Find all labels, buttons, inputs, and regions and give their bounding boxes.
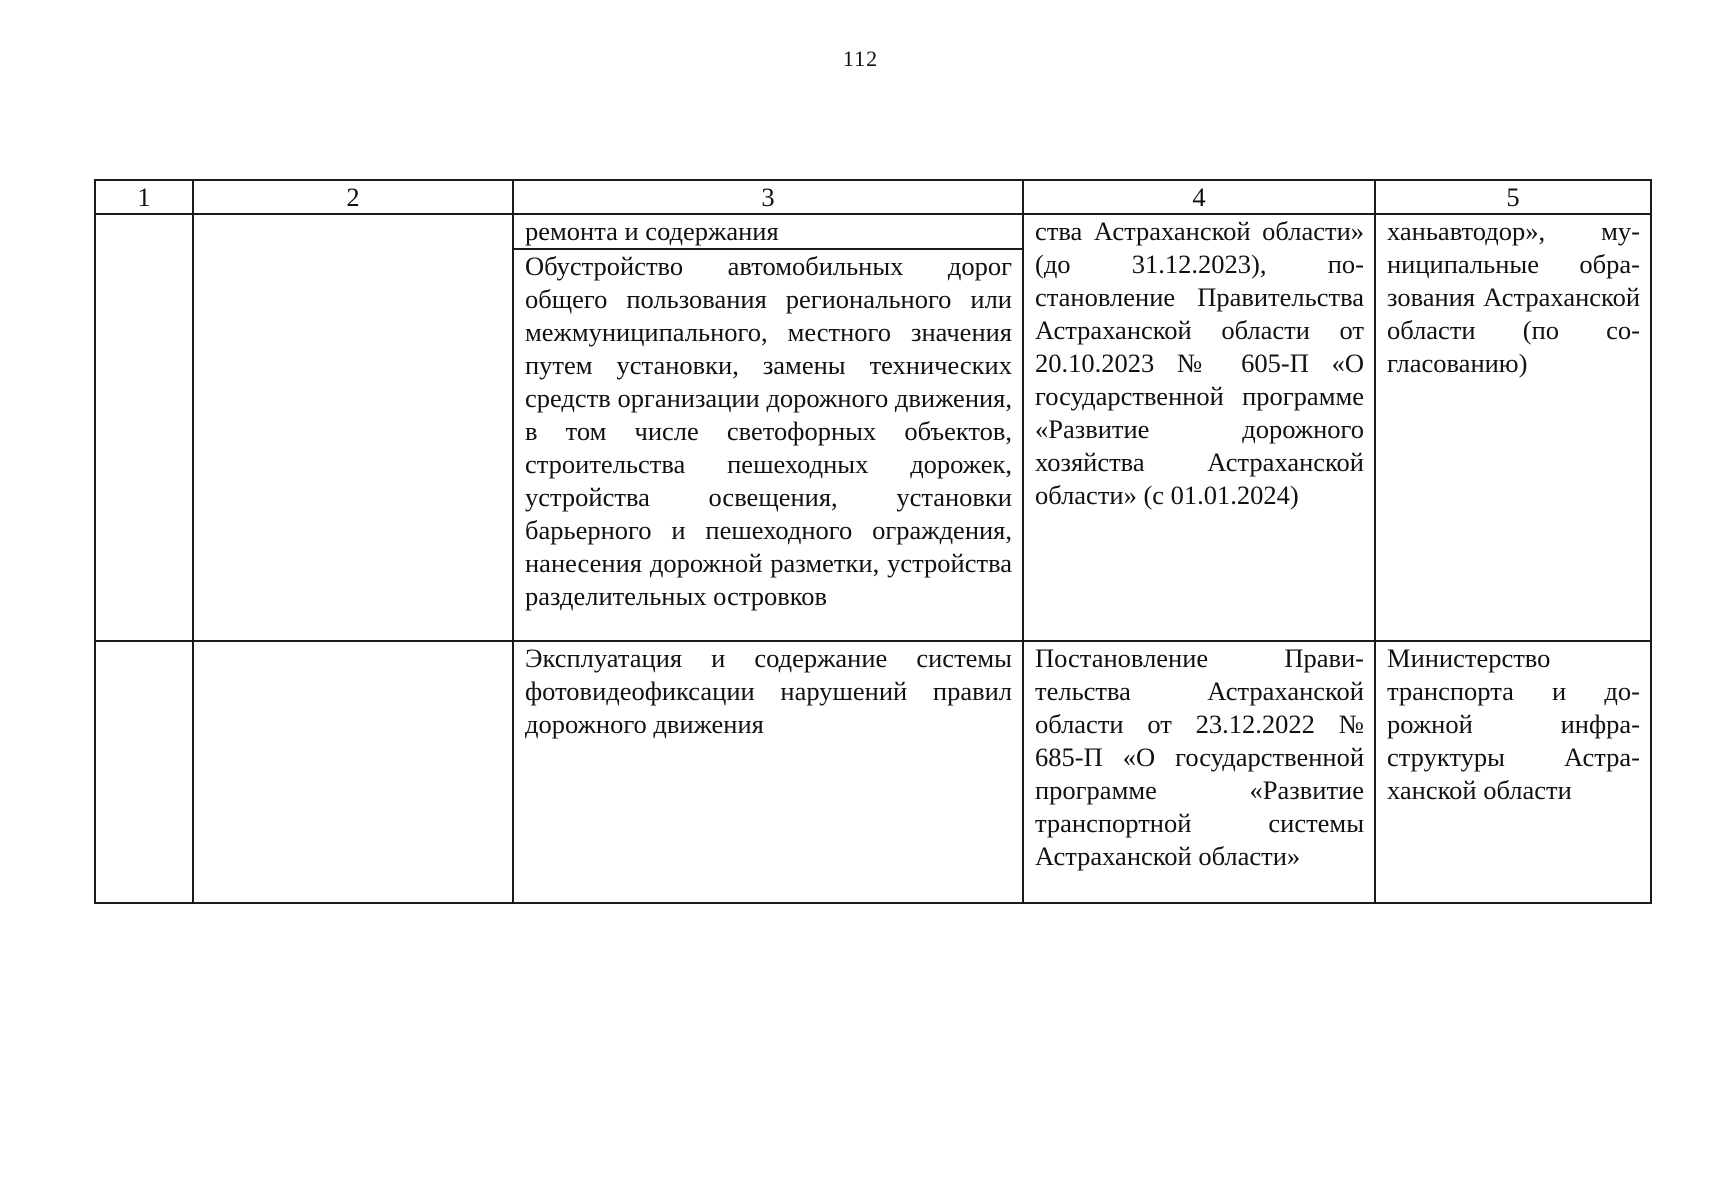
row2-col5-text: Министерство транспорта и дорожной инфраструктуры Астраханской области	[1387, 643, 1640, 805]
row2-col2-cell	[193, 641, 513, 903]
row1-col2-cell	[193, 214, 513, 641]
row1-col1-cell	[95, 214, 193, 641]
table-row	[95, 214, 1651, 641]
table-row	[95, 641, 1651, 903]
row2-col5-cell	[1375, 641, 1651, 903]
row1-col4-cell	[1023, 214, 1375, 641]
header-cell-3: 3	[513, 180, 1023, 214]
header-cell-2: 2	[193, 180, 513, 214]
row2-col1-cell	[95, 641, 193, 903]
row2-col4-text: Постановление Правительства Астраханской области от 23.12.2022 № 685-П «О государственной программе «Развитие транспортной системы Астраханской области»	[1035, 643, 1364, 871]
document-table	[94, 179, 1652, 904]
table-header-row	[95, 180, 1651, 214]
row2-col3-text: Эксплуатация и содержание системы фотовидеофиксации нарушений правил дорожного движения	[525, 643, 1012, 739]
header-cell-4: 4	[1023, 180, 1375, 214]
page-number: 112	[842, 46, 879, 71]
row1-col4-text: ства Астраханской области» (до 31.12.2023), постановление Правительства Астраханской области от 20.10.2023 № 605-П «О государственной программе «Развитие дорожного хозяйства Астраханской области» (с 01.01.2024)	[1035, 216, 1364, 510]
header-cell-5: 5	[1375, 180, 1651, 214]
row1-col3-main-text: Обустройство автомобильных дорог общего пользования регионального или межмуниципального, местного значения путем установки, замены технических средств организации дорожного движения, в том числе светофорных объектов, строительства пешеходных дорожек, устройства освещения, установки барьерного и пешеходного ограждения, нанесения дорожной разметки, устройства разделительных островков	[525, 251, 1012, 611]
row2-col4-cell	[1023, 641, 1375, 903]
row2-col3-cell	[513, 641, 1023, 903]
row1-col3-top-text: ремонта и содержания	[514, 215, 1022, 250]
row1-col5-text: ханьавтодор», муниципальные образования Астраханской области (по согласованию)	[1387, 216, 1640, 378]
row1-col3-cell	[513, 214, 1023, 641]
header-cell-1: 1	[95, 180, 193, 214]
row1-col5-cell	[1375, 214, 1651, 641]
